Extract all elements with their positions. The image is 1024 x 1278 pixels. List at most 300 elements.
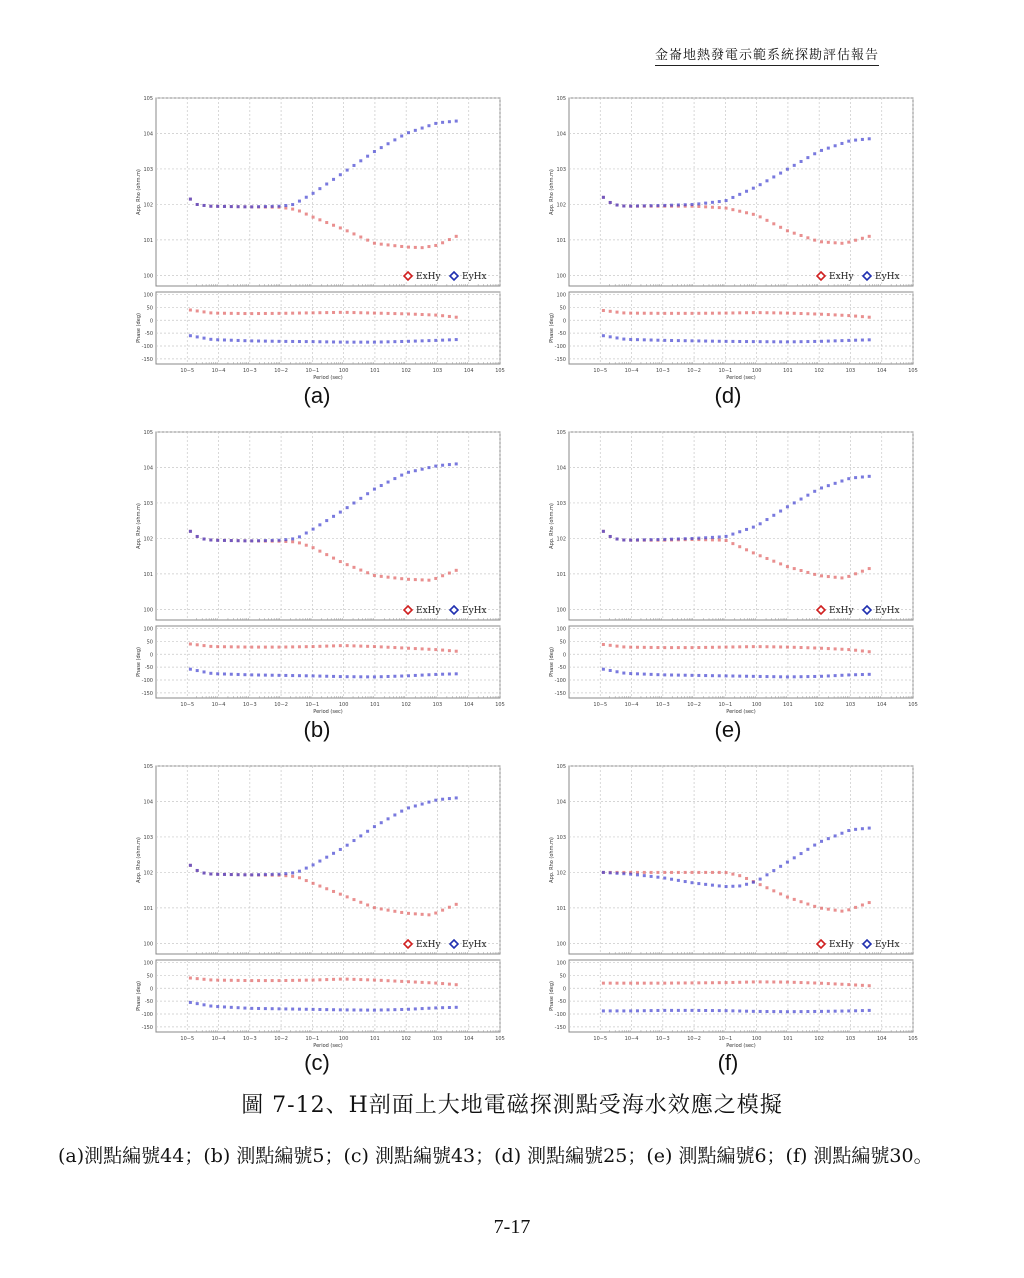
eyhx-rho-point xyxy=(691,881,694,884)
eyhx-rho-point xyxy=(731,885,734,888)
rho-tick-label: 103 xyxy=(143,166,153,173)
exhy-phase-point xyxy=(609,644,612,647)
eyhx-rho-point xyxy=(421,803,424,806)
page-number: 7-17 xyxy=(493,1216,531,1238)
eyhx-rho-point xyxy=(813,844,816,847)
eyhx-rho-point xyxy=(691,537,694,540)
rho-axis-label: App. Rho (ohm.m) xyxy=(549,169,555,215)
exhy-rho-point xyxy=(806,571,809,574)
exhy-rho-point xyxy=(298,209,301,212)
x-tick-label: 10−3 xyxy=(242,1036,257,1042)
exhy-phase-point xyxy=(421,647,424,650)
eyhx-phase-point xyxy=(622,672,625,675)
eyhx-phase-point xyxy=(840,1010,843,1013)
eyhx-rho-point xyxy=(400,135,403,138)
eyhx-phase-point xyxy=(738,1010,741,1013)
eyhx-phase-point xyxy=(772,340,775,343)
eyhx-phase-point xyxy=(441,339,444,342)
eyhx-phase-point xyxy=(455,338,458,341)
eyhx-phase-point xyxy=(650,339,653,342)
figure-subcaption: (a)測點編號44；(b) 測點編號5；(c) 測點編號43；(d) 測點編號25；(e) 測點編號6；(f) 測點編號30。 xyxy=(58,1145,933,1167)
phase-tick-label: -50 xyxy=(557,331,566,338)
rho-tick-label: 101 xyxy=(143,905,153,912)
exhy-phase-point xyxy=(718,312,721,315)
eyhx-rho-point xyxy=(325,856,328,859)
eyhx-phase-point xyxy=(711,674,714,677)
exhy-phase-point xyxy=(820,647,823,650)
eyhx-rho-point xyxy=(196,203,199,206)
phase-tick-label: 0 xyxy=(562,652,566,659)
eyhx-phase-point xyxy=(237,673,240,676)
exhy-rho-point xyxy=(339,226,342,229)
exhy-phase-point xyxy=(834,982,837,985)
exhy-phase-point xyxy=(278,312,281,315)
eyhx-rho-point xyxy=(366,155,369,158)
eyhx-rho-point xyxy=(854,139,857,142)
phase-tick-label: 50 xyxy=(559,973,566,980)
eyhx-rho-point xyxy=(278,205,281,208)
chart-panel-d xyxy=(543,90,923,390)
exhy-rho-point xyxy=(854,239,857,242)
eyhx-phase-point xyxy=(834,1010,837,1013)
eyhx-phase-point xyxy=(325,340,328,343)
eyhx-rho-point xyxy=(779,510,782,513)
exhy-phase-point xyxy=(752,980,755,983)
exhy-phase-point xyxy=(813,981,816,984)
eyhx-phase-point xyxy=(264,1007,267,1010)
exhy-rho-point xyxy=(834,576,837,579)
eyhx-phase-point xyxy=(622,338,625,341)
eyhx-phase-point xyxy=(312,674,315,677)
eyhx-phase-point xyxy=(656,339,659,342)
exhy-phase-point xyxy=(448,649,451,652)
exhy-phase-point xyxy=(765,311,768,314)
eyhx-rho-point xyxy=(827,147,830,150)
exhy-phase-point xyxy=(772,980,775,983)
eyhx-rho-point xyxy=(359,159,362,162)
exhy-phase-point xyxy=(854,983,857,986)
chart-panel-a xyxy=(130,90,510,390)
exhy-rho-point xyxy=(793,898,796,901)
eyhx-rho-point xyxy=(427,124,430,127)
eyhx-rho-point xyxy=(752,881,755,884)
exhy-phase-point xyxy=(602,309,605,312)
exhy-rho-point xyxy=(325,887,328,890)
eyhx-rho-point xyxy=(677,203,680,206)
exhy-rho-point xyxy=(868,567,871,570)
eyhx-phase-point xyxy=(352,341,355,344)
eyhx-rho-point xyxy=(393,138,396,141)
exhy-phase-point xyxy=(779,645,782,648)
exhy-phase-point xyxy=(223,979,226,982)
exhy-rho-point xyxy=(827,908,830,911)
phase-tick-label: 0 xyxy=(149,986,153,993)
eyhx-rho-point xyxy=(813,490,816,493)
phase-tick-label: 0 xyxy=(562,318,566,325)
x-tick-label: 103 xyxy=(432,1036,443,1042)
legend-eyhx-label: EyHx xyxy=(462,606,487,616)
exhy-rho-point xyxy=(786,565,789,568)
rho-plot-area xyxy=(156,98,500,286)
exhy-phase-point xyxy=(271,312,274,315)
rho-axis-label: App. Rho (ohm.m) xyxy=(549,837,555,883)
exhy-phase-point xyxy=(271,646,274,649)
eyhx-phase-point xyxy=(427,1007,430,1010)
eyhx-phase-point xyxy=(346,341,349,344)
exhy-rho-point xyxy=(820,907,823,910)
eyhx-rho-point xyxy=(827,484,830,487)
eyhx-phase-point xyxy=(216,1005,219,1008)
exhy-phase-point xyxy=(448,983,451,986)
eyhx-rho-point xyxy=(622,872,625,875)
eyhx-phase-point xyxy=(663,1009,666,1012)
eyhx-rho-point xyxy=(820,486,823,489)
eyhx-phase-point xyxy=(772,1010,775,1013)
exhy-phase-point xyxy=(779,311,782,314)
eyhx-phase-point xyxy=(189,334,192,337)
exhy-rho-point xyxy=(779,562,782,565)
panel-label-c: (c) xyxy=(304,1050,330,1075)
eyhx-phase-point xyxy=(759,1010,762,1013)
exhy-phase-point xyxy=(243,312,246,315)
eyhx-phase-point xyxy=(772,675,775,678)
rho-tick-label: 105 xyxy=(556,430,566,436)
exhy-rho-point xyxy=(441,241,444,244)
eyhx-rho-point xyxy=(203,204,206,207)
eyhx-phase-point xyxy=(704,674,707,677)
eyhx-phase-point xyxy=(250,1007,253,1010)
exhy-phase-point xyxy=(400,646,403,649)
eyhx-rho-point xyxy=(765,179,768,182)
eyhx-phase-point xyxy=(387,1008,390,1011)
x-tick-label: 105 xyxy=(908,702,918,708)
exhy-phase-point xyxy=(264,312,267,315)
exhy-rho-point xyxy=(366,571,369,574)
exhy-phase-point xyxy=(656,646,659,649)
eyhx-phase-point xyxy=(793,675,796,678)
rho-tick-label: 104 xyxy=(556,799,566,806)
exhy-phase-point xyxy=(847,648,850,651)
eyhx-rho-point xyxy=(203,872,206,875)
eyhx-rho-point xyxy=(387,817,390,820)
exhy-rho-point xyxy=(434,244,437,247)
eyhx-rho-point xyxy=(264,873,267,876)
eyhx-rho-point xyxy=(840,480,843,483)
eyhx-phase-point xyxy=(305,1008,308,1011)
exhy-phase-point xyxy=(203,978,206,981)
eyhx-phase-point xyxy=(380,675,383,678)
exhy-rho-point xyxy=(800,900,803,903)
eyhx-phase-point xyxy=(820,340,823,343)
exhy-phase-point xyxy=(765,980,768,983)
eyhx-rho-point xyxy=(373,825,376,828)
eyhx-phase-point xyxy=(840,674,843,677)
eyhx-rho-point xyxy=(257,205,260,208)
exhy-phase-point xyxy=(366,311,369,314)
exhy-phase-point xyxy=(800,646,803,649)
exhy-rho-point xyxy=(786,896,789,899)
eyhx-phase-point xyxy=(216,672,219,675)
eyhx-rho-point xyxy=(691,203,694,206)
eyhx-phase-point xyxy=(697,1009,700,1012)
panel-label-a: (a) xyxy=(303,383,331,408)
exhy-rho-point xyxy=(827,241,830,244)
legend-eyhx-label: EyHx xyxy=(875,606,900,616)
eyhx-phase-point xyxy=(230,339,233,342)
exhy-phase-point xyxy=(684,312,687,315)
exhy-rho-point xyxy=(731,208,734,211)
phase-tick-label: -100 xyxy=(141,1012,153,1018)
x-tick-label: 10−3 xyxy=(242,702,257,708)
exhy-rho-point xyxy=(718,871,721,874)
eyhx-phase-point xyxy=(421,1007,424,1010)
exhy-phase-point xyxy=(704,646,707,649)
eyhx-phase-point xyxy=(257,674,260,677)
eyhx-phase-point xyxy=(455,1006,458,1009)
x-tick-label: 103 xyxy=(432,702,443,708)
exhy-rho-point xyxy=(414,912,417,915)
exhy-rho-point xyxy=(332,557,335,560)
exhy-rho-point xyxy=(455,903,458,906)
eyhx-rho-point xyxy=(643,204,646,207)
eyhx-phase-point xyxy=(820,675,823,678)
eyhx-rho-point xyxy=(400,474,403,477)
exhy-phase-point xyxy=(834,313,837,316)
eyhx-rho-point xyxy=(636,873,639,876)
eyhx-phase-point xyxy=(434,339,437,342)
phase-tick-label: 50 xyxy=(146,305,153,312)
eyhx-rho-point xyxy=(380,821,383,824)
eyhx-rho-point xyxy=(291,203,294,206)
x-tick-label: 100 xyxy=(338,1036,349,1042)
eyhx-phase-point xyxy=(800,675,803,678)
exhy-phase-point xyxy=(650,982,653,985)
exhy-phase-point xyxy=(346,978,349,981)
eyhx-rho-point xyxy=(786,861,789,864)
eyhx-rho-point xyxy=(752,526,755,529)
eyhx-phase-point xyxy=(400,1008,403,1011)
eyhx-phase-point xyxy=(868,1009,871,1012)
exhy-phase-point xyxy=(203,644,206,647)
eyhx-rho-point xyxy=(813,152,816,155)
exhy-phase-point xyxy=(250,979,253,982)
rho-tick-label: 104 xyxy=(143,465,153,472)
eyhx-phase-point xyxy=(731,340,734,343)
eyhx-rho-point xyxy=(414,129,417,132)
x-tick-label: 101 xyxy=(370,702,380,708)
exhy-phase-point xyxy=(793,981,796,984)
x-tick-label: 104 xyxy=(463,1036,474,1042)
eyhx-rho-point xyxy=(602,530,605,533)
exhy-phase-point xyxy=(237,645,240,648)
eyhx-rho-point xyxy=(745,883,748,886)
eyhx-rho-point xyxy=(257,539,260,542)
eyhx-rho-point xyxy=(196,869,199,872)
eyhx-rho-point xyxy=(434,465,437,468)
phase-tick-label: 100 xyxy=(556,626,566,633)
eyhx-phase-point xyxy=(393,1008,396,1011)
eyhx-phase-point xyxy=(793,340,796,343)
exhy-rho-point xyxy=(332,890,335,893)
rho-tick-label: 102 xyxy=(556,536,566,543)
rho-tick-label: 105 xyxy=(143,430,153,436)
eyhx-phase-point xyxy=(209,338,212,341)
exhy-phase-point xyxy=(691,646,694,649)
eyhx-rho-point xyxy=(312,192,315,195)
exhy-rho-point xyxy=(684,871,687,874)
eyhx-rho-point xyxy=(868,827,871,830)
rho-tick-label: 100 xyxy=(143,607,153,614)
eyhx-rho-point xyxy=(359,834,362,837)
exhy-phase-point xyxy=(868,984,871,987)
exhy-rho-point xyxy=(704,205,707,208)
eyhx-rho-point xyxy=(629,205,632,208)
eyhx-phase-point xyxy=(629,338,632,341)
x-tick-label: 102 xyxy=(401,368,411,374)
exhy-phase-point xyxy=(332,978,335,981)
eyhx-phase-point xyxy=(196,669,199,672)
eyhx-phase-point xyxy=(677,1009,680,1012)
eyhx-rho-point xyxy=(718,200,721,203)
eyhx-phase-point xyxy=(616,336,619,339)
eyhx-phase-point xyxy=(691,339,694,342)
exhy-phase-point xyxy=(393,312,396,315)
exhy-rho-point xyxy=(393,576,396,579)
eyhx-rho-point xyxy=(448,463,451,466)
eyhx-phase-point xyxy=(704,340,707,343)
eyhx-phase-point xyxy=(779,675,782,678)
eyhx-phase-point xyxy=(237,339,240,342)
eyhx-phase-point xyxy=(223,672,226,675)
eyhx-rho-point xyxy=(663,538,666,541)
exhy-rho-point xyxy=(325,221,328,224)
rho-tick-label: 105 xyxy=(143,96,153,102)
exhy-phase-point xyxy=(209,978,212,981)
x-tick-label: 100 xyxy=(751,368,762,374)
eyhx-phase-point xyxy=(663,673,666,676)
x-axis-label: Period (sec) xyxy=(726,1043,756,1049)
exhy-phase-point xyxy=(380,312,383,315)
x-tick-label: 105 xyxy=(495,702,505,708)
eyhx-phase-point xyxy=(373,1009,376,1012)
eyhx-phase-point xyxy=(237,1006,240,1009)
eyhx-rho-point xyxy=(332,515,335,518)
eyhx-rho-point xyxy=(643,874,646,877)
eyhx-rho-point xyxy=(318,860,321,863)
eyhx-rho-point xyxy=(629,873,632,876)
exhy-rho-point xyxy=(414,246,417,249)
eyhx-phase-point xyxy=(718,1009,721,1012)
exhy-rho-point xyxy=(765,557,768,560)
phase-plot-area xyxy=(156,292,500,364)
eyhx-phase-point xyxy=(711,1009,714,1012)
eyhx-rho-point xyxy=(609,201,612,204)
rho-axis-label: App. Rho (ohm.m) xyxy=(549,503,555,549)
eyhx-rho-point xyxy=(393,813,396,816)
eyhx-rho-point xyxy=(656,204,659,207)
rho-tick-label: 100 xyxy=(143,941,153,948)
exhy-phase-point xyxy=(772,645,775,648)
exhy-phase-point xyxy=(691,312,694,315)
eyhx-phase-point xyxy=(332,340,335,343)
eyhx-phase-point xyxy=(752,1010,755,1013)
eyhx-rho-point xyxy=(339,173,342,176)
exhy-phase-point xyxy=(840,648,843,651)
exhy-phase-point xyxy=(677,646,680,649)
eyhx-phase-point xyxy=(602,334,605,337)
exhy-phase-point xyxy=(861,984,864,987)
eyhx-rho-point xyxy=(339,848,342,851)
exhy-phase-point xyxy=(352,311,355,314)
eyhx-rho-point xyxy=(325,519,328,522)
eyhx-phase-point xyxy=(209,1005,212,1008)
eyhx-phase-point xyxy=(834,339,837,342)
exhy-phase-point xyxy=(800,312,803,315)
eyhx-phase-point xyxy=(602,1009,605,1012)
eyhx-phase-point xyxy=(298,674,301,677)
eyhx-phase-point xyxy=(827,340,830,343)
phase-plot-area xyxy=(569,960,913,1032)
exhy-rho-point xyxy=(861,903,864,906)
eyhx-phase-point xyxy=(663,339,666,342)
eyhx-phase-point xyxy=(264,340,267,343)
eyhx-rho-point xyxy=(765,873,768,876)
x-tick-label: 10−1 xyxy=(305,1036,320,1042)
phase-axis-label: Phase (deg) xyxy=(549,981,555,1011)
eyhx-phase-point xyxy=(380,340,383,343)
legend-exhy-label: ExHy xyxy=(416,272,441,282)
legend-exhy-label: ExHy xyxy=(416,940,441,950)
eyhx-phase-point xyxy=(650,1009,653,1012)
eyhx-phase-point xyxy=(305,674,308,677)
x-tick-label: 102 xyxy=(401,1036,411,1042)
rho-tick-label: 104 xyxy=(556,465,566,472)
x-tick-label: 10−2 xyxy=(687,368,701,374)
phase-axis-label: Phase (deg) xyxy=(136,981,142,1011)
eyhx-phase-point xyxy=(738,675,741,678)
phase-tick-label: 100 xyxy=(556,960,566,967)
eyhx-rho-point xyxy=(189,530,192,533)
exhy-phase-point xyxy=(278,646,281,649)
x-tick-label: 10−1 xyxy=(305,702,320,708)
exhy-phase-point xyxy=(455,650,458,653)
exhy-phase-point xyxy=(312,645,315,648)
exhy-phase-point xyxy=(827,313,830,316)
exhy-rho-point xyxy=(643,871,646,874)
x-tick-label: 10−3 xyxy=(655,702,670,708)
eyhx-phase-point xyxy=(400,675,403,678)
exhy-rho-point xyxy=(407,912,410,915)
rho-tick-label: 105 xyxy=(556,96,566,102)
x-tick-label: 103 xyxy=(845,702,856,708)
eyhx-phase-point xyxy=(684,674,687,677)
eyhx-rho-point xyxy=(697,537,700,540)
eyhx-rho-point xyxy=(346,844,349,847)
exhy-rho-point xyxy=(448,572,451,575)
phase-tick-label: 100 xyxy=(143,626,153,633)
exhy-phase-point xyxy=(820,313,823,316)
eyhx-rho-point xyxy=(772,514,775,517)
eyhx-phase-point xyxy=(840,339,843,342)
eyhx-phase-point xyxy=(318,340,321,343)
x-tick-label: 101 xyxy=(370,1036,380,1042)
rho-tick-label: 102 xyxy=(143,870,153,877)
exhy-rho-point xyxy=(427,245,430,248)
page-header-title: 金崙地熱發電示範系統探勘評估報告 xyxy=(655,44,879,66)
eyhx-rho-point xyxy=(711,536,714,539)
exhy-rho-point xyxy=(806,236,809,239)
eyhx-phase-point xyxy=(373,341,376,344)
